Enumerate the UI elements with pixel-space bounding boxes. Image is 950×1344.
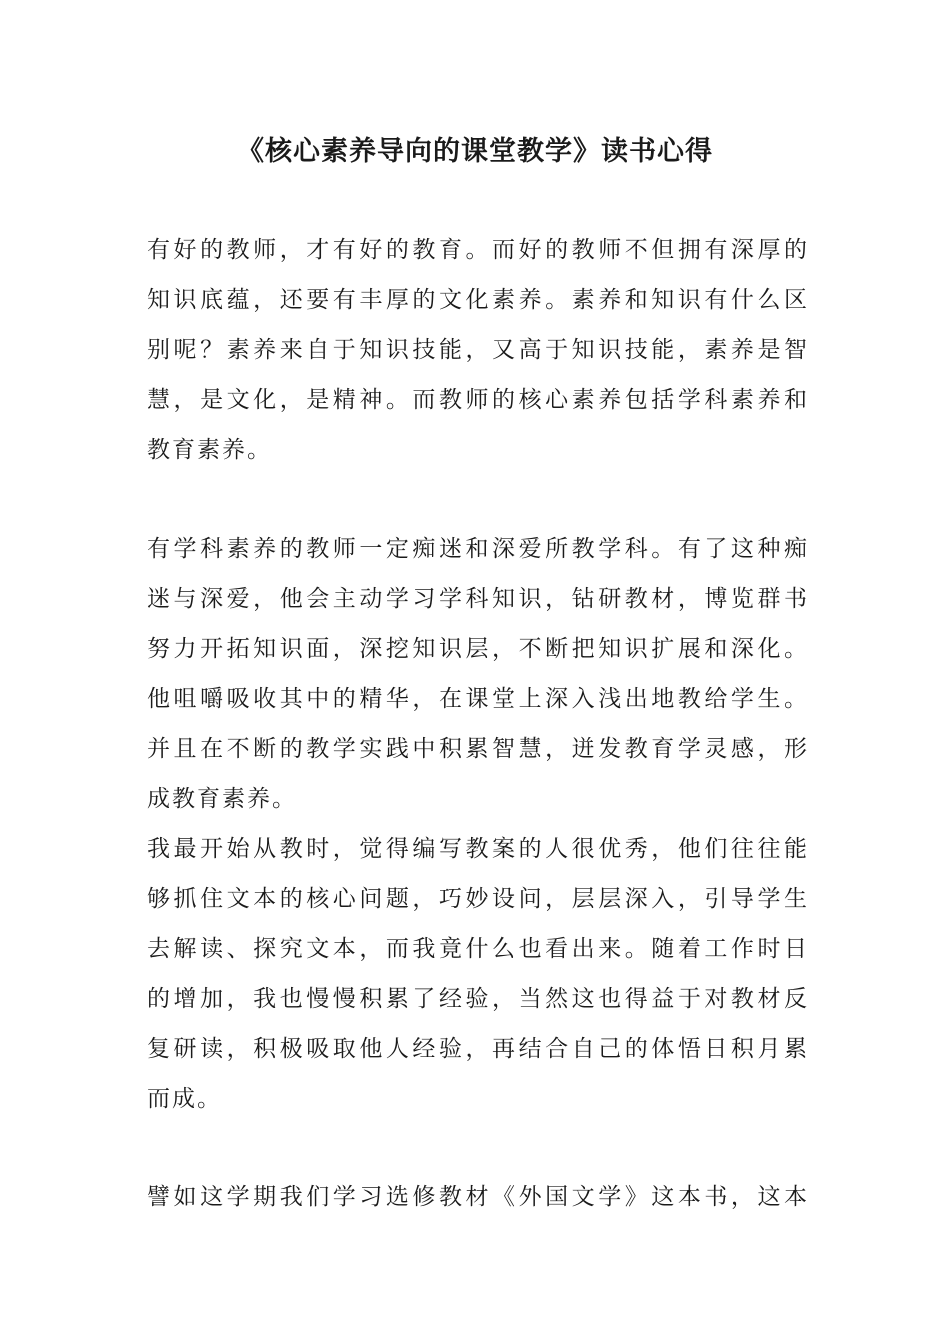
text-line: 复研读，积极吸取他人经验，再结合自己的体悟日积月累: [147, 1036, 807, 1062]
text-line: 成教育素养。: [147, 786, 297, 812]
text-line: 并且在不断的教学实践中积累智慧，迸发教育学灵感，形: [147, 736, 807, 762]
text-line: 知识底蕴，还要有丰厚的文化素养。素养和知识有什么区: [147, 287, 807, 313]
text-line: 有学科素养的教师一定痴迷和深爱所教学科。有了这种痴: [147, 536, 807, 562]
text-line: 教育素养。: [147, 437, 272, 463]
text-line: 别呢？素养来自于知识技能，又高于知识技能，素养是智: [147, 337, 807, 363]
text-line: 迷与深爱，他会主动学习学科知识，钻研教材，博览群书: [147, 586, 807, 612]
document-title: 《核心素养导向的课堂教学》读书心得: [237, 136, 713, 167]
text-line: 去解读、探究文本，而我竟什么也看出来。随着工作时日: [147, 936, 807, 962]
text-line: 他咀嚼吸收其中的精华，在课堂上深入浅出地教给学生。: [147, 686, 807, 712]
text-line: 的增加，我也慢慢积累了经验，当然这也得益于对教材反: [147, 986, 807, 1012]
text-line: 有好的教师，才有好的教育。而好的教师不但拥有深厚的: [147, 237, 807, 263]
text-line: 够抓住文本的核心问题，巧妙设问，层层深入，引导学生: [147, 886, 807, 912]
text-line: 我最开始从教时，觉得编写教案的人很优秀，他们往往能: [147, 836, 807, 862]
text-line: 而成。: [147, 1086, 222, 1112]
text-line: 努力开拓知识面，深挖知识层，不断把知识扩展和深化。: [147, 636, 807, 662]
text-line: 譬如这学期我们学习选修教材《外国文学》这本书，这本: [147, 1184, 807, 1210]
text-line: 慧，是文化，是精神。而教师的核心素养包括学科素养和: [147, 387, 807, 413]
